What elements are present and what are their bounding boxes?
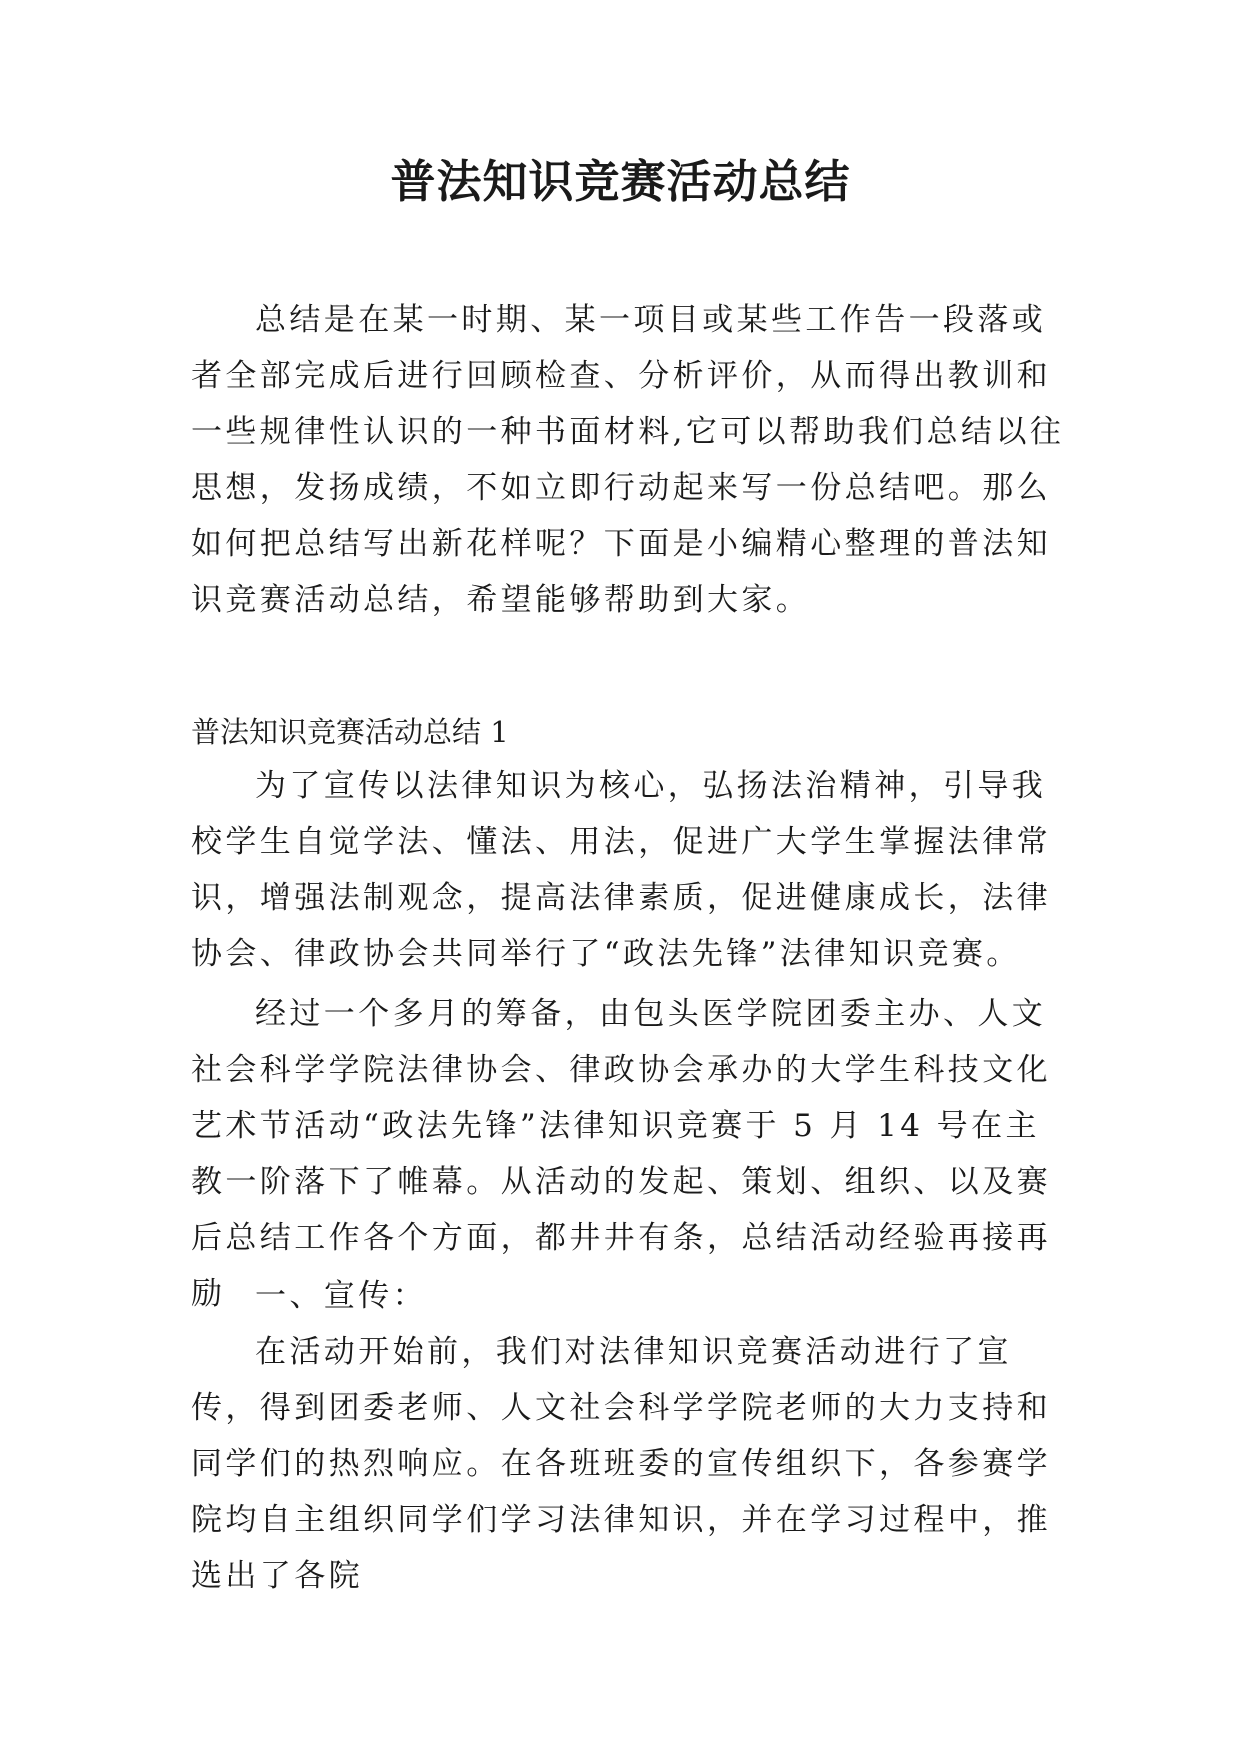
body-paragraph: 在活动开始前，我们对法律知识竞赛活动进行了宣传，得到团委老师、人文社会科学学院老师的大力支持和同学们的热烈响应。在各班班委的宣传组织下，各参赛学院均自主组织同学们学习法律知识，并在学习过程中，推选出了各院 xyxy=(191,1334,1051,1594)
section-heading: 普法知识竞赛活动总结 1 xyxy=(191,715,509,749)
body-paragraph: 为了宣传以法律知识为核心，弘扬法治精神，引导我校学生自觉学法、懂法、用法，促进广大学生掌握法律常识，增强法制观念，提高法律素质，促进健康成长，法律协会、律政协会共同举行了“政法先锋”法律知识竞赛。 xyxy=(191,768,1051,972)
intro-paragraph: 总结是在某一时期、某一项目或某些工作告一段落或者全部完成后进行回顾检查、分析评价，从而得出教训和一些规律性认识的一种书面材料,它可以帮助我们总结以往思想，发扬成绩，不如立即行动起来写一份总结吧。那么如何把总结写出新花样呢？下面是小编精心整理的普法知识竞赛活动总结，希望能够帮助到大家。 xyxy=(191,302,1065,618)
body-paragraph: 经过一个多月的筹备，由包头医学院团委主办、人文社会科学学院法律协会、律政协会承办的大学生科技文化艺术节活动“政法先锋”法律知识竞赛于 5 月 14 号在主教一阶落下了帷幕。从活动的发起、策划、组织、以及赛后总结工作各个方面，都井井有条，总结活动经验再接再励 xyxy=(191,996,1051,1312)
subsection-heading: 一、宣传： xyxy=(255,1278,427,1314)
document-title: 普法知识竞赛活动总结 xyxy=(390,155,851,208)
